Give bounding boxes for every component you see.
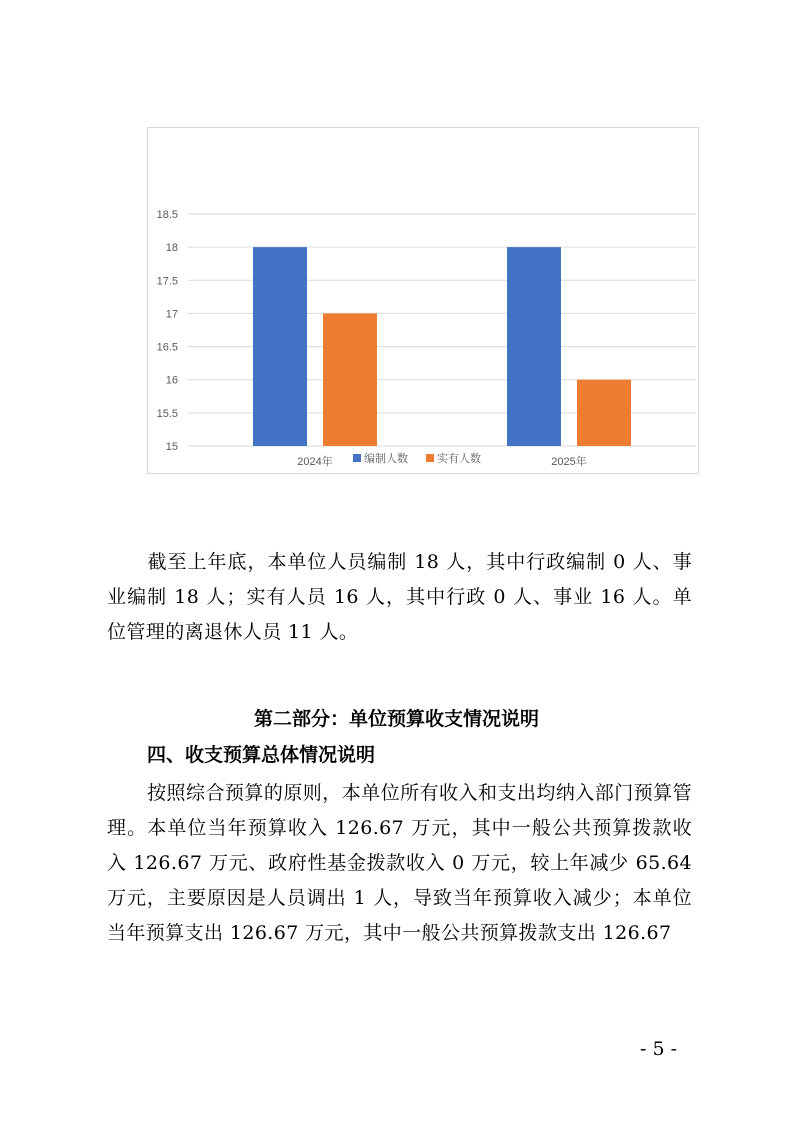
- x-category-label: 2025年: [551, 456, 587, 468]
- y-tick-label: 18.5: [156, 209, 178, 221]
- legend-label: 实有人数: [437, 453, 481, 465]
- bar-authorized-0: [253, 247, 307, 446]
- y-tick-label: 15: [165, 441, 178, 453]
- page-number: - 5 -: [640, 1038, 678, 1060]
- y-tick-label: 16: [165, 374, 178, 387]
- chart-canvas: [148, 128, 700, 475]
- staffing-paragraph: [107, 545, 692, 650]
- bar-authorized-1: [507, 247, 561, 446]
- budget-text: 按照综合预算的原则，本单位所有收入和支出均纳入部门预算管理。本单位当年预算收入 126.67 万元，其中一般公共预算拨款收入 126.67 万元、政府性基金拨款收入 0 万元，较上年减少 65.64 万元，主要原因是人员调出 1 人，导致当年预算收入减少；本单位当年预算支出 126.67 万元，其中一般公共预算拨款支出 126.67: [107, 782, 692, 944]
- subsection-title: 四、收支预算总体情况说明: [147, 744, 376, 766]
- x-category-label: 2024年: [297, 456, 333, 468]
- legend-swatch: [426, 454, 434, 462]
- bar-actual-1: [577, 380, 631, 446]
- bar-actual-0: [323, 313, 377, 446]
- y-tick-label: 18: [165, 242, 178, 255]
- y-tick-label: 17.5: [156, 275, 178, 288]
- legend-label: 编制人数: [364, 453, 408, 465]
- y-tick-label: 17: [165, 308, 178, 321]
- section-title: 第二部分：单位预算收支情况说明: [253, 708, 539, 730]
- staff-bar-chart: [147, 127, 699, 474]
- budget-paragraph: [107, 776, 692, 951]
- y-tick-label: 15.5: [156, 407, 178, 420]
- legend-swatch: [353, 454, 361, 462]
- staffing-text: 截至上年底，本单位人员编制 18 人，其中行政编制 0 人、事业编制 18 人；实有人员 16 人，其中行政 0 人、事业 16 人。单位管理的离退休人员 11 人。: [107, 551, 692, 643]
- y-tick-label: 16.5: [156, 341, 178, 354]
